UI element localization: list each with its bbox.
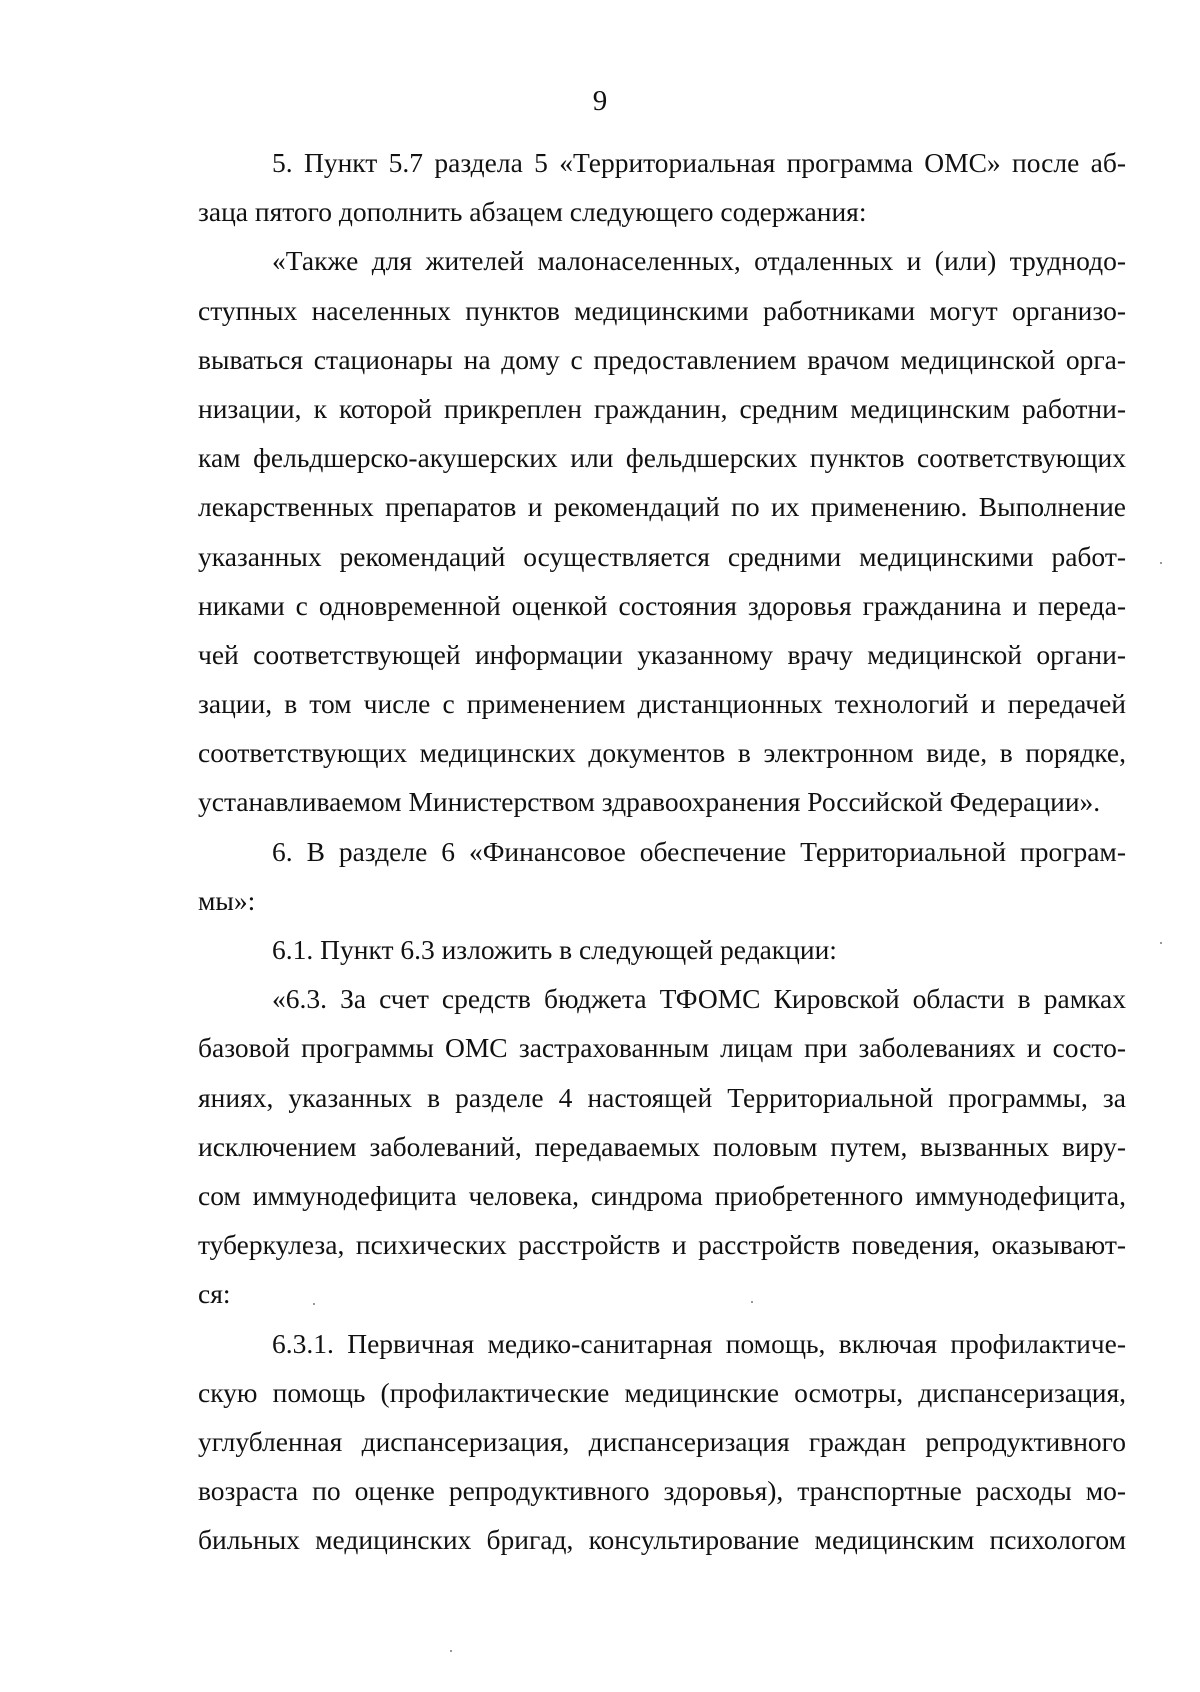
paragraph-line: базовой программы ОМС застрахованным лицам при заболеваниях и состо- — [198, 1032, 1126, 1064]
paragraph-line: мы»: — [198, 884, 256, 916]
scan-speck — [1160, 942, 1162, 944]
paragraph-line: сом иммунодефицита человека, синдрома приобретенного иммунодефицита, — [198, 1179, 1126, 1211]
page-number: 9 — [592, 85, 608, 117]
document-body — [198, 138, 1126, 1564]
paragraph-line: устанавливаемом Министерством здравоохранения Российской Федерации». — [198, 786, 1101, 818]
paragraph-line: вываться стационары на дому с предоставлением врачом медицинской орга- — [198, 343, 1126, 375]
paragraph-line: 6. В разделе 6 «Финансовое обеспечение Территориальной програм- — [272, 835, 1126, 867]
paragraph-line: низации, к которой прикреплен гражданин, средним медицинским работни- — [198, 392, 1126, 424]
paragraph-line: чей соответствующей информации указанному врачу медицинской органи- — [198, 638, 1126, 670]
paragraph-line: бильных медицинских бригад, консультирование медицинским психологом — [198, 1524, 1126, 1556]
paragraph-line: углубленная диспансеризация, диспансеризация граждан репродуктивного — [198, 1425, 1126, 1457]
paragraph-line: указанных рекомендаций осуществляется средними медицинскими работ- — [198, 540, 1126, 572]
paragraph-line: «6.3. За счет средств бюджета ТФОМС Кировской области в рамках — [272, 983, 1126, 1015]
paragraph-line: заца пятого дополнить абзацем следующего содержания: — [198, 196, 867, 228]
paragraph-line: 5. Пункт 5.7 раздела 5 «Территориальная программа ОМС» после аб- — [272, 147, 1126, 178]
paragraph-line: яниях, указанных в разделе 4 настоящей Территориальной программы, за — [198, 1081, 1126, 1113]
paragraph-line: скую помощь (профилактические медицинские осмотры, диспансеризация, — [198, 1376, 1126, 1408]
scan-speck — [1160, 562, 1162, 564]
scan-speck — [313, 1303, 315, 1305]
paragraph-line: 6.1. Пункт 6.3 изложить в следующей редакции: — [272, 934, 837, 965]
paragraph-line: «Также для жителей малонаселенных, отдаленных и (или) труднодо- — [272, 245, 1126, 277]
scan-speck — [450, 1650, 452, 1652]
paragraph-line: туберкулеза, психических расстройств и расстройств поведения, оказывают- — [198, 1229, 1126, 1261]
scan-speck — [751, 1301, 753, 1303]
paragraph-line: возраста по оценке репродуктивного здоровья), транспортные расходы мо- — [198, 1475, 1126, 1507]
paragraph-line: исключением заболеваний, передаваемых половым путем, вызванных виру- — [198, 1130, 1126, 1162]
paragraph-line: соответствующих медицинских документов в электронном виде, в порядке, — [198, 737, 1126, 769]
paragraph-line: ся: — [198, 1278, 231, 1310]
paragraph-line: 6.3.1. Первичная медико-санитарная помощь, включая профилактиче- — [272, 1327, 1126, 1359]
paragraph-line: никами с одновременной оценкой состояния здоровья гражданина и переда- — [198, 589, 1126, 621]
paragraph-line: лекарственных препаратов и рекомендаций по их применению. Выполнение — [198, 491, 1126, 523]
paragraph-line: кам фельдшерско-акушерских или фельдшерских пунктов соответствующих — [198, 442, 1126, 474]
paragraph-line: зации, в том числе с применением дистанционных технологий и передачей — [198, 688, 1126, 720]
paragraph-line: ступных населенных пунктов медицинскими работниками могут организо- — [198, 294, 1126, 326]
